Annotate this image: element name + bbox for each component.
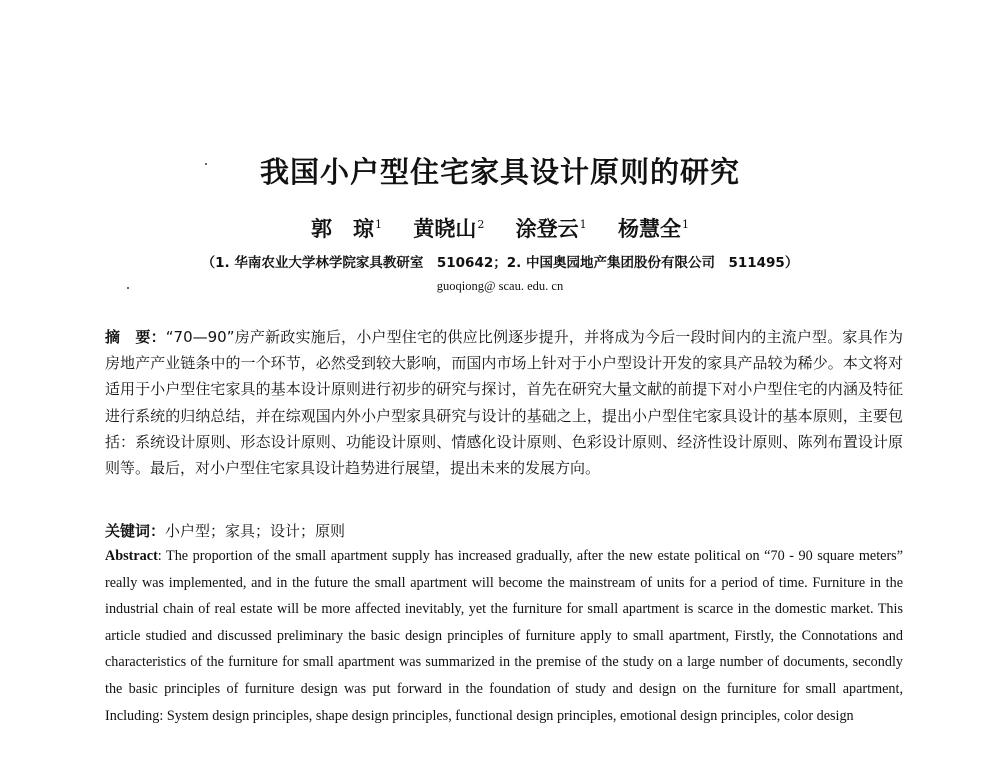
abstract-text-cn: “70—90”房产新政实施后，小户型住宅的供应比例逐步提升，并将成为今后一段时间内的主流户型。家具作为房地产产业链条中的一个环节，必然受到较大影响，而国内市场上针对于小户型设计开发的家具产品较为稀少。本文将对适用于小户型住宅家具的基本设计原则进行初步的研究与探讨，首先在研究大量文献的前提下对小户型住宅的内涵及特征进行系统的归纳总结，并在综观国内外小户型家具研究与设计的基础之上，提出小户型住宅家具设计的基本原则，主要包括：系统设计原则、形态设计原则、功能设计原则、情感化设计原则、色彩设计原则、经济性设计原则、陈列布置设计原则等。最后，对小户型住宅家具设计趋势进行展望，提出未来的发展方向。 — [105, 328, 903, 478]
affiliation: （1. 华南农业大学林学院家具教研室 510642；2. 中国奥园地产集团股份有限公司 511495） — [201, 255, 799, 271]
abstract-text-en: : The proportion of the small apartment supply has increased gradually, after the new estate political on “70 - 90 square meters” really was implemented, and in the future the small apartment will become the mainstream of units for a period of time. Furniture in the industrial chain of real estate will be more affected inevitably, yet the furniture for small apartment is scarce in the domestic market. This article studied and discussed preliminary the basic design principles of furniture apply to small apartment, Firstly, the Connotations and characteristics of the furniture for small apartment was summarized in the premise of the study on a large number of documents, secondly the basic principles of furniture design was put forward in the foundation of study and design on the furniture for small apartment, Including: System design principles, shape design principles, functional design principles, emotional design principles, color design — [105, 548, 903, 724]
abstract-label-cn: 摘 要： — [105, 328, 166, 346]
author: 郭 琼$^1$ — [311, 216, 383, 241]
paper-title: 我国小户型住宅家具设计原则的研究 — [259, 155, 740, 189]
author: 黄晓山$^2$ — [413, 216, 485, 241]
author: 杨慧全$^1$ — [617, 216, 689, 241]
abstract-english — [105, 543, 903, 729]
author: 涂登云$^1$ — [515, 216, 587, 241]
keywords-label: 关键词： — [105, 522, 166, 540]
author-email: guoqiong@ scau. edu. cn — [436, 279, 564, 293]
abstract-chinese — [105, 324, 903, 481]
author-list — [0, 213, 1000, 243]
keywords — [105, 520, 903, 542]
keywords-text: 小户型；家具；设计；原则 — [165, 522, 346, 540]
abstract-label-en: Abstract — [105, 548, 158, 564]
